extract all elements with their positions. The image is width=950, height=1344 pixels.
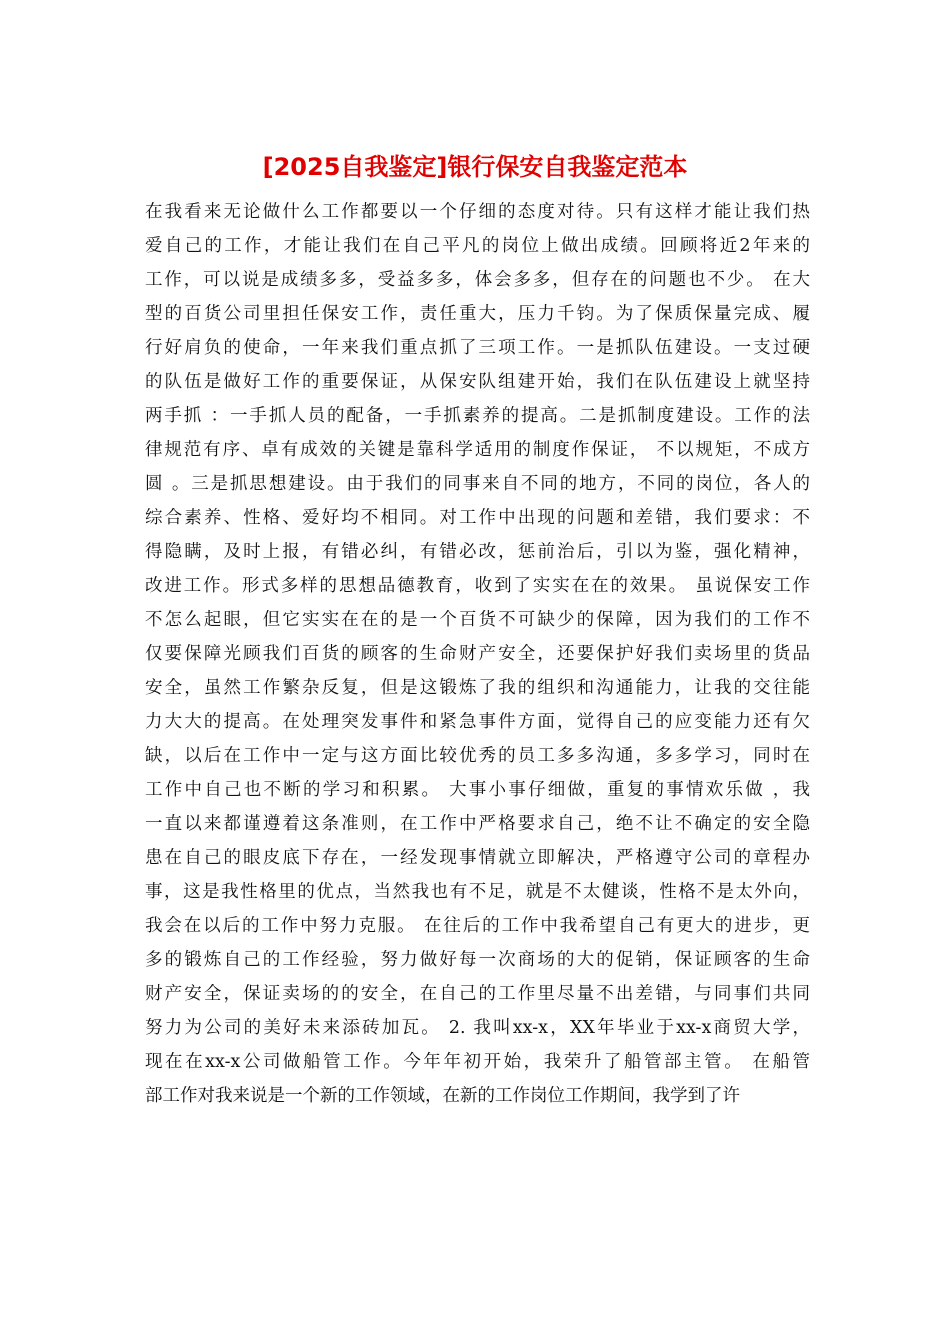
body-line: 得隐瞒，及时上报，有错必纠，有错必改，惩前治后，引以为鉴，强化精神， <box>145 542 810 562</box>
body-line: 努力为公司的美好未来添砖加瓦。 2. 我叫xx-x，XX年毕业于xx-x商贸大学， <box>145 1018 810 1038</box>
body-line: 财产安全，保证卖场的的安全，在自己的工作里尽量不出差错，与同事们共同 <box>145 984 810 1004</box>
body-line: 仅要保障光顾我们百货的顾客的生命财产安全，还要保护好我们卖场里的货品 <box>145 644 810 664</box>
body-line: 患在自己的眼皮底下存在，一经发现事情就立即解决，严格遵守公司的章程办 <box>145 848 810 868</box>
body-line: 工作，可以说是成绩多多，受益多多，体会多多，但存在的问题也不少。 在大 <box>145 270 810 290</box>
body-line: 现在在xx-x公司做船管工作。今年年初开始，我荣升了船管部主管。 在船管 <box>145 1052 810 1072</box>
body-line: 部工作对我来说是一个新的工作领域，在新的工作岗位工作期间，我学到了许 <box>145 1086 740 1106</box>
document-title: [2025自我鉴定]银行保安自我鉴定范本 <box>262 153 688 181</box>
body-line: 在我看来无论做什么工作都要以一个仔细的态度对待。只有这样才能让我们热 <box>145 202 810 222</box>
body-line: 一直以来都谨遵着这条准则，在工作中严格要求自己，绝不让不确定的安全隐 <box>145 814 810 834</box>
body-line: 的队伍是做好工作的重要保证，从保安队组建开始，我们在队伍建设上就坚持 <box>145 372 810 392</box>
body-line: 不怎么起眼，但它实实在在的是一个百货不可缺少的保障，因为我们的工作不 <box>145 610 810 630</box>
body-line: 缺，以后在工作中一定与这方面比较优秀的员工多多沟通，多多学习，同时在 <box>145 746 810 766</box>
body-line: 圆 。三是抓思想建设。由于我们的同事来自不同的地方，不同的岗位，各人的 <box>145 474 810 494</box>
body-line: 多的锻炼自己的工作经验，努力做好每一次商场的大的促销，保证顾客的生命 <box>145 950 810 970</box>
body-line: 事，这是我性格里的优点，当然我也有不足，就是不太健谈，性格不是太外向， <box>145 882 810 902</box>
body-line: 行好肩负的使命，一年来我们重点抓了三项工作。一是抓队伍建设。一支过硬 <box>145 338 810 358</box>
body-line: 综合素养、性格、爱好均不相同。对工作中出现的问题和差错，我们要求：不 <box>145 508 810 528</box>
body-line: 改进工作。形式多样的思想品德教育，收到了实实在在的效果。 虽说保安工作 <box>145 576 810 596</box>
body-line: 律规范有序、卓有成效的关键是靠科学适用的制度作保证， 不以规矩，不成方 <box>145 440 810 460</box>
document-body <box>145 195 810 1113</box>
body-line: 力大大的提高。在处理突发事件和紧急事件方面，觉得自己的应变能力还有欠 <box>145 712 810 732</box>
body-line: 安全，虽然工作繁杂反复，但是这锻炼了我的组织和沟通能力，让我的交往能 <box>145 678 810 698</box>
body-line: 型的百货公司里担任保安工作，责任重大，压力千钧。为了保质保量完成、履 <box>145 304 810 324</box>
body-line: 工作中自己也不断的学习和积累。 大事小事仔细做，重复的事情欢乐做 ，我 <box>145 780 810 800</box>
body-line: 两手抓 ：一手抓人员的配备，一手抓素养的提高。二是抓制度建设。工作的法 <box>145 406 810 426</box>
body-line: 我会在以后的工作中努力克服。 在往后的工作中我希望自己有更大的进步，更 <box>145 916 810 936</box>
body-line: 爱自己的工作，才能让我们在自己平凡的岗位上做出成绩。回顾将近2年来的 <box>145 236 810 256</box>
